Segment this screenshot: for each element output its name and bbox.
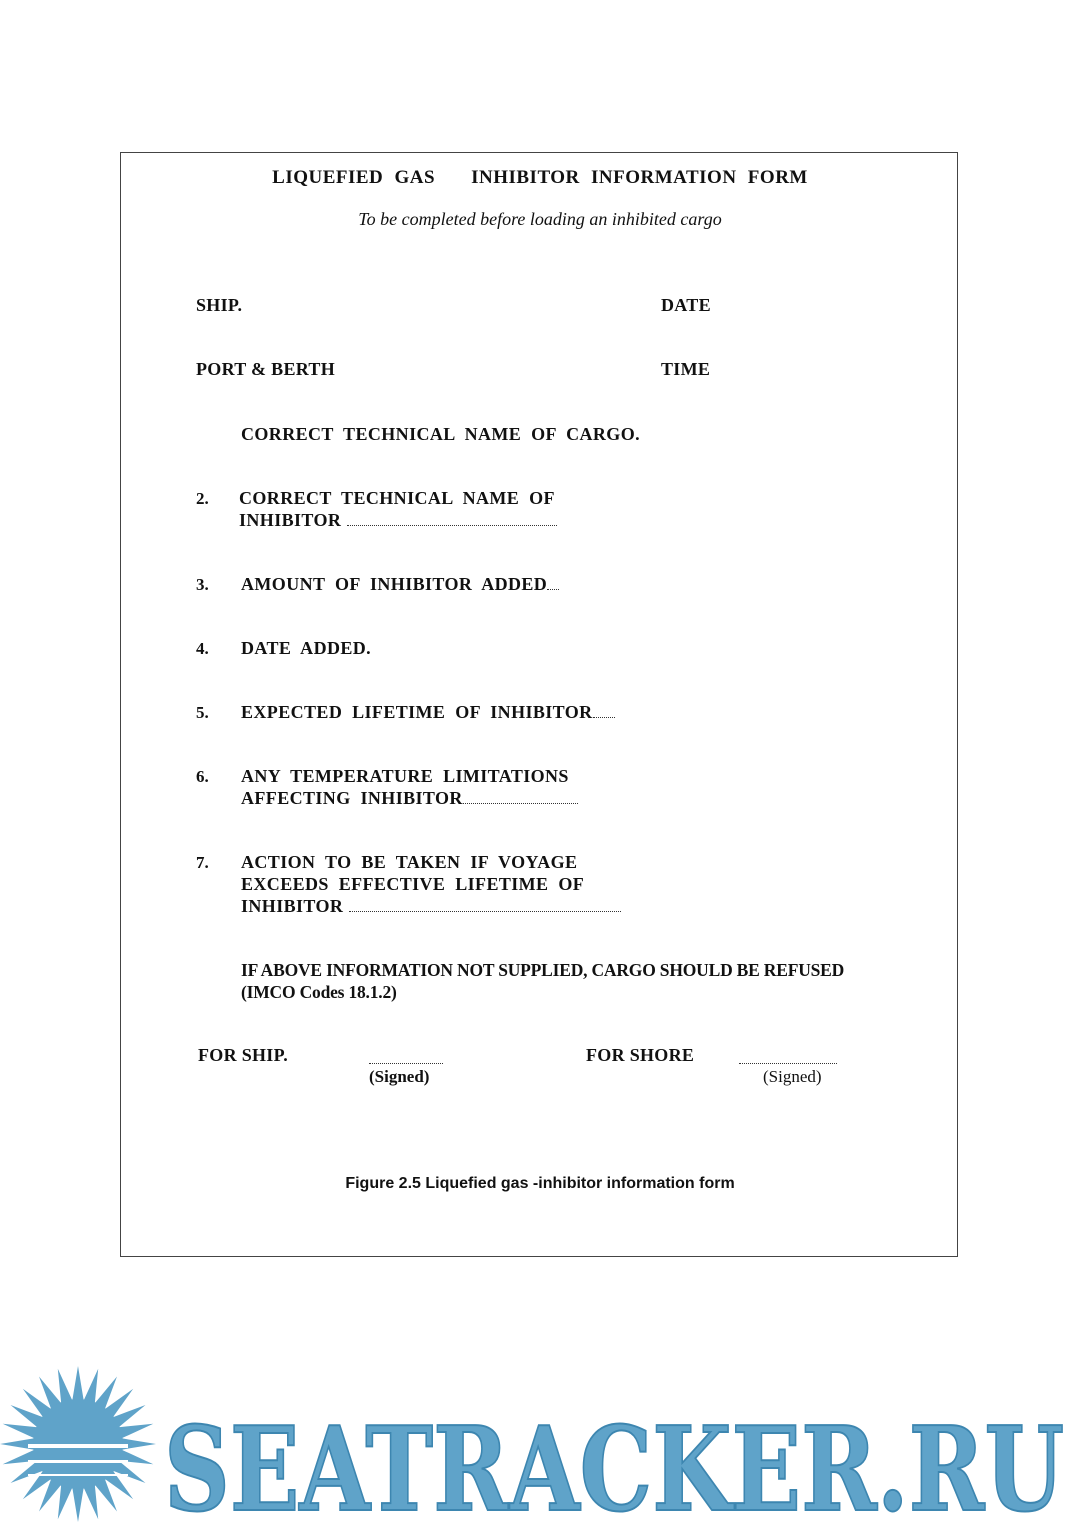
figure-caption: Figure 2.5 Liquefied gas -inhibitor information form bbox=[345, 1175, 735, 1192]
watermark-text: SEATRACKER.RU bbox=[164, 1402, 1064, 1524]
ship-label: SHIP. bbox=[196, 295, 243, 315]
item-number: 4. bbox=[196, 639, 209, 658]
item-line: CORRECT TECHNICAL NAME OF bbox=[239, 488, 555, 508]
form-item-6 bbox=[241, 765, 578, 809]
for-shore-label: FOR SHORE bbox=[586, 1045, 695, 1065]
form-title-left: LIQUEFIED GAS bbox=[272, 167, 436, 188]
ship-signed-label: (Signed) bbox=[369, 1067, 430, 1086]
seatracker-logo bbox=[0, 1364, 1080, 1524]
item-line: CORRECT TECHNICAL NAME OF CARGO. bbox=[241, 424, 641, 444]
shore-signature-line bbox=[739, 1062, 837, 1064]
item-line: ACTION TO BE TAKEN IF VOYAGE bbox=[241, 852, 578, 872]
fill-in-line bbox=[463, 789, 578, 804]
form-item-5 bbox=[241, 701, 615, 723]
form-item-4 bbox=[241, 637, 371, 659]
item-line: DATE ADDED. bbox=[241, 638, 372, 658]
item-number: 5. bbox=[196, 703, 209, 722]
form-item-1 bbox=[241, 423, 640, 445]
notice-line: IF ABOVE INFORMATION NOT SUPPLIED, CARGO SHOULD BE REFUSED bbox=[241, 960, 845, 980]
form-item-3 bbox=[241, 573, 559, 595]
item-line: EXPECTED LIFETIME OF INHIBITOR bbox=[241, 702, 593, 722]
form-item-7 bbox=[241, 851, 621, 917]
item-number: 3. bbox=[196, 575, 209, 594]
fill-in-line bbox=[547, 575, 559, 590]
fill-in-line bbox=[349, 897, 621, 912]
item-number: 2. bbox=[196, 489, 209, 508]
notice-reference: (IMCO Codes 18.1.2) bbox=[241, 982, 397, 1002]
item-line: ANY TEMPERATURE LIMITATIONS bbox=[241, 766, 569, 786]
sun-over-sea-icon bbox=[0, 1366, 156, 1522]
form-subtitle: To be completed before loading an inhibited cargo bbox=[358, 209, 722, 229]
refusal-notice bbox=[241, 959, 844, 1003]
port-berth-label: PORT & BERTH bbox=[196, 359, 336, 379]
ship-signature-line bbox=[369, 1062, 443, 1064]
form-item-2 bbox=[239, 487, 557, 531]
item-line: AMOUNT OF INHIBITOR ADDED bbox=[241, 574, 548, 594]
item-number: 7. bbox=[196, 853, 209, 872]
fill-in-line bbox=[593, 703, 615, 718]
form-frame bbox=[120, 152, 958, 1257]
form-title bbox=[121, 167, 959, 189]
date-label: DATE bbox=[661, 295, 711, 315]
time-label: TIME bbox=[661, 359, 711, 379]
item-line: INHIBITOR bbox=[239, 510, 342, 530]
for-ship-label: FOR SHIP. bbox=[198, 1045, 289, 1065]
shore-signed-label: (Signed) bbox=[763, 1067, 822, 1086]
item-line: INHIBITOR bbox=[241, 896, 344, 916]
fill-in-line bbox=[347, 511, 557, 526]
form-title-right: INHIBITOR INFORMATION FORM bbox=[471, 167, 808, 188]
item-line: AFFECTING INHIBITOR bbox=[241, 788, 463, 808]
item-number: 6. bbox=[196, 767, 209, 786]
item-line: EXCEEDS EFFECTIVE LIFETIME OF bbox=[241, 874, 585, 894]
